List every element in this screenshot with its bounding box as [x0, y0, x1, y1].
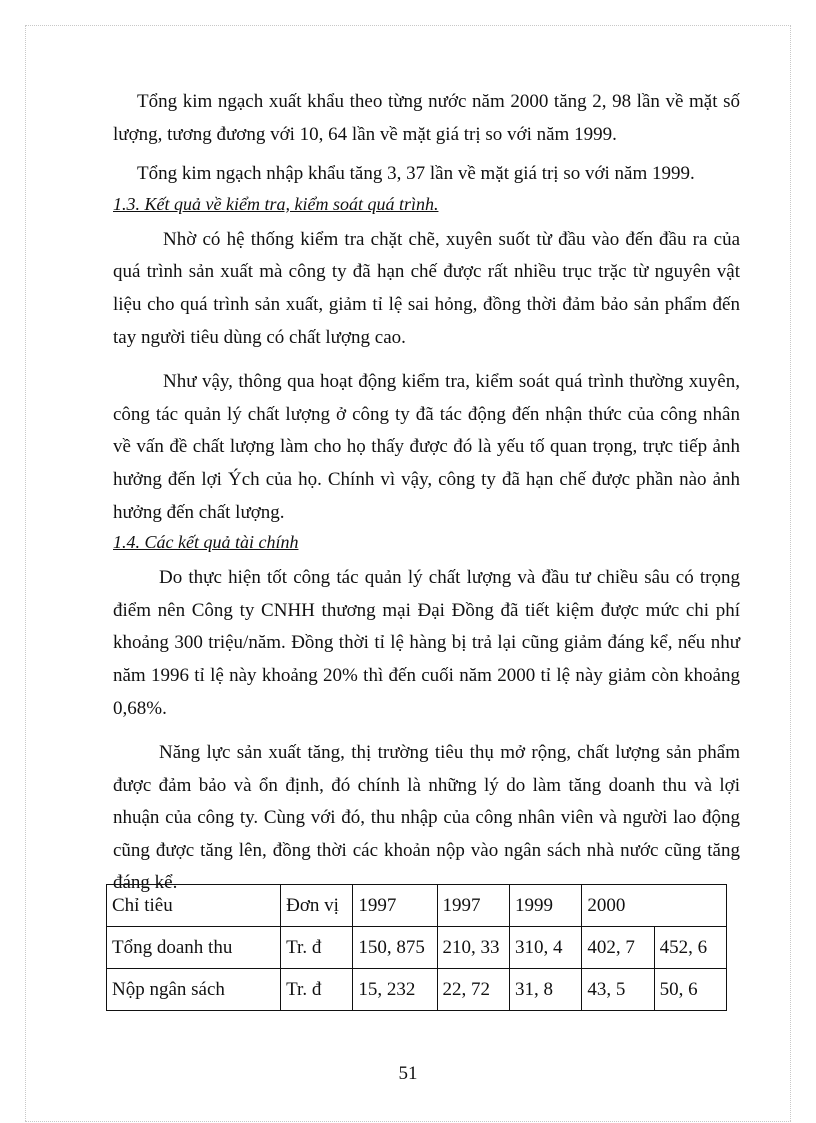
page-bottom-rule	[25, 1121, 791, 1122]
table-cell: 31, 8	[509, 969, 581, 1011]
table-row	[107, 927, 727, 969]
table-cell: 43, 5	[582, 969, 654, 1011]
paragraph-export-turnover: Tổng kim ngạch xuất khẩu theo từng nước năm 2000 tăng 2, 98 lần về mặt số lượng, tương đương với 10, 64 lần về mặt giá trị so với năm 1999.	[113, 91, 740, 145]
paragraph-quality-awareness: Như vậy, thông qua hoạt động kiểm tra, kiểm soát quá trình thường xuyên, công tác quản lý chất lượng ở công ty đã tác động đến nhận thức của công nhân về vấn đề chất lượng làm cho họ thấy được đó là yếu tố quan trọng, trực tiếp ảnh hưởng đến lợi Ých của họ. Chính vì vậy, công ty đã hạn chế được phần nào ảnh hưởng đến chất lượng.	[113, 371, 740, 523]
paragraph-inspection-system: Nhờ có hệ thống kiểm tra chặt chẽ, xuyên suốt từ đầu vào đến đầu ra của quá trình sản xuất mà công ty đã hạn chế được rất nhiều trục trặc từ nguyên vật liệu cho quá trình sản xuất, giảm tỉ lệ sai hỏng, đồng thời đảm bảo sản phẩm đến tay người tiêu dùng có chất lượng cao.	[113, 228, 740, 348]
table-cell: 150, 875	[353, 927, 437, 969]
table-cell: Tr. đ	[281, 969, 353, 1011]
table-header-cell: Đơn vị	[281, 885, 353, 927]
table-cell: 22, 72	[437, 969, 509, 1011]
table-cell: 210, 33	[437, 927, 509, 969]
table-header-cell: 1999	[509, 885, 581, 927]
paragraph-import-turnover: Tổng kim ngạch nhập khẩu tăng 3, 37 lần về mặt giá trị so với năm 1999.	[137, 163, 695, 185]
paragraph-cost-savings: Do thực hiện tốt công tác quản lý chất lượng và đầu tư chiều sâu có trọng điểm nên Công ty CNHH thương mại Đại Đồng đã tiết kiệm được mức chi phí khoảng 300 triệu/năm. Đồng thời tỉ lệ hàng bị trả lại cũng giảm đáng kể, nếu như năm 1996 tỉ lệ này khoảng 20% thì đến cuối năm 2000 tỉ lệ này giảm còn khoảng 0,68%.	[113, 567, 740, 719]
page-number: 51	[398, 1063, 418, 1084]
heading-1-4: 1.4. Các kết quả tài chính	[113, 532, 299, 553]
table-row	[107, 969, 727, 1011]
table-cell: 15, 232	[353, 969, 437, 1011]
table-header-cell: 2000	[582, 885, 727, 927]
table-header-cell: 1997	[437, 885, 509, 927]
table-cell: 50, 6	[654, 969, 726, 1011]
table-cell: Tr. đ	[281, 927, 353, 969]
paragraph-revenue-growth: Năng lực sản xuất tăng, thị trường tiêu thụ mở rộng, chất lượng sản phẩm được đảm bảo và ổn định, đó chính là những lý do làm tăng doanh thu và lợi nhuận của công ty. Cùng với đó, thu nhập của công nhân viên và người lao động cũng được tăng lên, đồng thời các khoản nộp vào ngân sách nhà nước cũng tăng đáng kể.	[113, 742, 740, 894]
table-cell: 452, 6	[654, 927, 726, 969]
table-cell: Nộp ngân sách	[107, 969, 281, 1011]
table-cell: 310, 4	[509, 927, 581, 969]
heading-1-3: 1.3. Kết quả về kiểm tra, kiểm soát quá trình.	[113, 193, 439, 214]
table-cell: Tổng doanh thu	[107, 927, 281, 969]
table-header-row	[107, 885, 727, 927]
table-cell: 402, 7	[582, 927, 654, 969]
table-header-cell: 1997	[353, 885, 437, 927]
document-body	[113, 86, 740, 900]
table-header-cell: Chỉ tiêu	[107, 885, 281, 927]
financial-results-table	[106, 884, 727, 1011]
